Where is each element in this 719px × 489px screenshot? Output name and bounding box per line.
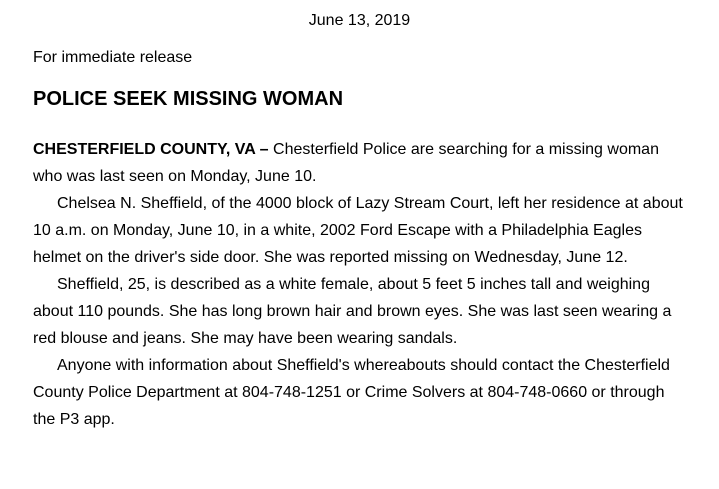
paragraph-lead: [33, 136, 683, 190]
dateline: CHESTERFIELD COUNTY, VA –: [33, 141, 269, 158]
release-date: June 13, 2019: [308, 12, 411, 29]
article-body: [33, 136, 683, 433]
headline: POLICE SEEK MISSING WOMAN: [33, 88, 344, 110]
paragraph-description: Sheffield, 25, is described as a white female, about 5 feet 5 inches tall and weighing about 110 pounds. She has long brown hair and brown eyes. She was last seen wearing a red blouse and jeans. She may have been wearing sandals.: [33, 276, 672, 347]
release-note: For immediate release: [33, 49, 193, 66]
paragraph-lead-text: Chesterfield Police are searching for a missing woman who was last seen on Monday, June 10.: [33, 141, 659, 185]
paragraph-vehicle: Chelsea N. Sheffield, of the 4000 block of Lazy Stream Court, left her residence at about 10 a.m. on Monday, June 10, in a white, 2002 Ford Escape with a Philadelphia Eagles helmet on the driver's side door. She was reported missing on Wednesday, June 12.: [33, 195, 683, 266]
paragraph-contact: Anyone with information about Sheffield's whereabouts should contact the Chesterfield County Police Department at 804-748-1251 or Crime Solvers at 804-748-0660 or through the P3 app.: [33, 357, 670, 428]
